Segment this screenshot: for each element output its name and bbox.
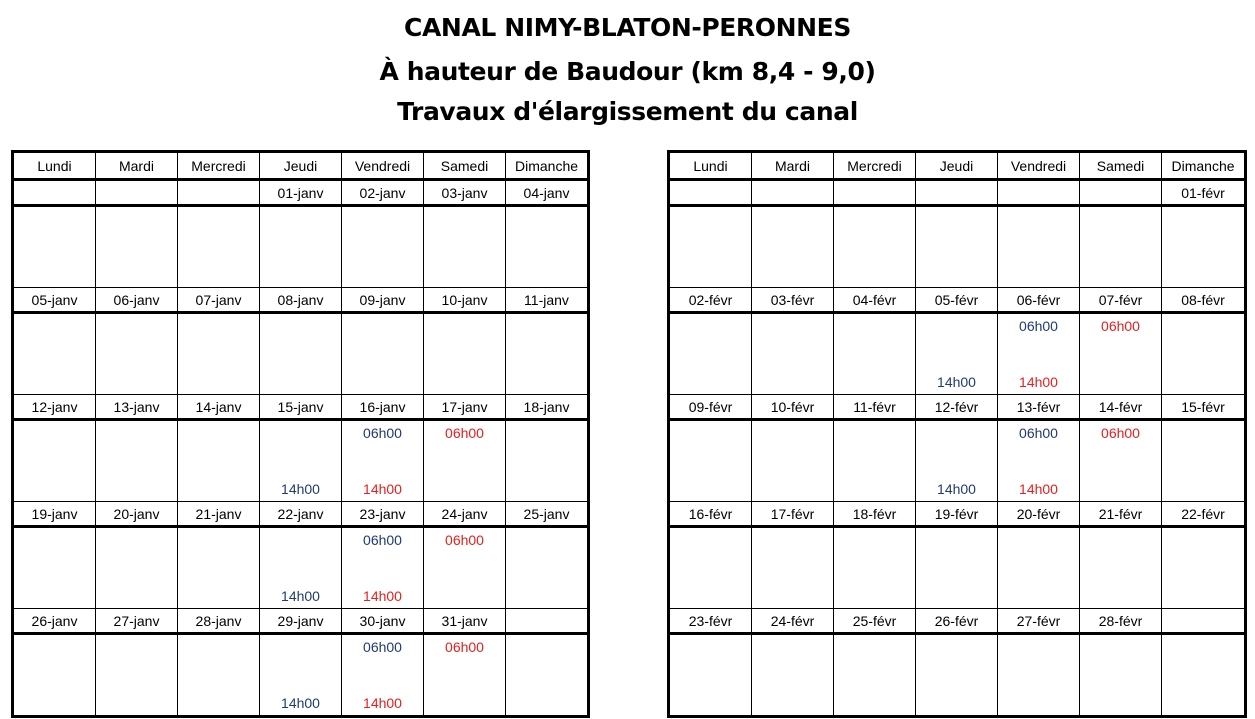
schedule-cell xyxy=(752,420,834,502)
weekday-header: Jeudi xyxy=(916,152,998,180)
schedule-cell xyxy=(424,313,506,395)
schedule-cell xyxy=(178,527,260,609)
schedule-cell xyxy=(13,206,96,288)
schedule-cell xyxy=(342,313,424,395)
schedule-cell xyxy=(998,527,1080,609)
date-cell: 16-janv xyxy=(342,395,424,420)
date-cell: 18-févr xyxy=(834,502,916,527)
weekday-header: Dimanche xyxy=(1162,152,1246,180)
date-cell: 18-janv xyxy=(506,395,589,420)
schedule-cell xyxy=(834,313,916,395)
week-schedule-row xyxy=(669,634,1246,717)
schedule-cell xyxy=(752,313,834,395)
week-schedule-row xyxy=(13,634,589,717)
weekday-header-row xyxy=(13,152,589,180)
date-cell: 13-janv xyxy=(96,395,178,420)
page-title: CANAL NIMY-BLATON-PERONNES xyxy=(404,13,851,42)
date-cell: 02-févr xyxy=(669,288,752,313)
date-cell xyxy=(96,180,178,206)
start-time: 06h00 xyxy=(1101,425,1140,441)
start-time: 06h00 xyxy=(445,425,484,441)
schedule-cell xyxy=(1162,420,1246,502)
schedule-cell xyxy=(506,313,589,395)
date-cell: 04-janv xyxy=(506,180,589,206)
date-cell: 15-févr xyxy=(1162,395,1246,420)
date-cell: 09-févr xyxy=(669,395,752,420)
week-schedule-row xyxy=(13,206,589,288)
page-subtitle-works: Travaux d'élargissement du canal xyxy=(397,97,858,126)
schedule-cell xyxy=(424,634,506,717)
date-cell: 10-févr xyxy=(752,395,834,420)
week-schedule-row xyxy=(13,313,589,395)
schedule-cell xyxy=(342,527,424,609)
date-cell: 28-févr xyxy=(1080,609,1162,634)
date-cell: 31-janv xyxy=(424,609,506,634)
weekday-header: Mardi xyxy=(752,152,834,180)
schedule-cell xyxy=(834,527,916,609)
schedule-cell xyxy=(506,206,589,288)
week-dates-row xyxy=(669,502,1246,527)
date-cell: 12-janv xyxy=(13,395,96,420)
schedule-cell xyxy=(752,527,834,609)
start-time: 06h00 xyxy=(363,532,402,548)
weekday-header: Vendredi xyxy=(342,152,424,180)
weekday-header: Mardi xyxy=(96,152,178,180)
week-dates-row xyxy=(13,502,589,527)
schedule-cell xyxy=(834,420,916,502)
week-dates-row xyxy=(13,288,589,313)
end-time: 14h00 xyxy=(363,588,402,604)
end-time: 14h00 xyxy=(363,695,402,711)
weekday-header: Dimanche xyxy=(506,152,589,180)
date-cell: 02-janv xyxy=(342,180,424,206)
date-cell: 23-févr xyxy=(669,609,752,634)
week-dates-row xyxy=(669,180,1246,206)
schedule-cell xyxy=(178,206,260,288)
date-cell: 07-janv xyxy=(178,288,260,313)
schedule-cell xyxy=(342,206,424,288)
date-cell: 22-janv xyxy=(260,502,342,527)
date-cell xyxy=(752,180,834,206)
schedule-cell xyxy=(752,634,834,717)
date-cell: 17-janv xyxy=(424,395,506,420)
schedule-cell xyxy=(834,634,916,717)
schedule-cell xyxy=(13,313,96,395)
date-cell xyxy=(1162,609,1246,634)
schedule-cell xyxy=(1162,206,1246,288)
schedule-cell xyxy=(1080,420,1162,502)
schedule-cell xyxy=(1080,527,1162,609)
schedule-cell xyxy=(260,313,342,395)
schedule-cell xyxy=(342,420,424,502)
schedule-cell xyxy=(13,527,96,609)
schedule-cell xyxy=(260,634,342,717)
schedule-cell xyxy=(506,634,589,717)
date-cell: 04-févr xyxy=(834,288,916,313)
date-cell: 14-févr xyxy=(1080,395,1162,420)
date-cell: 21-janv xyxy=(178,502,260,527)
schedule-cell xyxy=(916,206,998,288)
date-cell xyxy=(13,180,96,206)
weekday-header: Lundi xyxy=(669,152,752,180)
date-cell xyxy=(669,180,752,206)
date-cell xyxy=(916,180,998,206)
date-cell xyxy=(834,180,916,206)
date-cell: 20-janv xyxy=(96,502,178,527)
weekday-header: Mercredi xyxy=(834,152,916,180)
date-cell: 10-janv xyxy=(424,288,506,313)
end-time: 14h00 xyxy=(937,481,976,497)
schedule-cell xyxy=(342,634,424,717)
week-dates-row xyxy=(669,395,1246,420)
week-dates-row xyxy=(13,609,589,634)
date-cell: 11-janv xyxy=(506,288,589,313)
schedule-cell xyxy=(178,313,260,395)
end-time: 14h00 xyxy=(937,374,976,390)
schedule-cell xyxy=(96,527,178,609)
date-cell: 24-janv xyxy=(424,502,506,527)
date-cell: 22-févr xyxy=(1162,502,1246,527)
end-time: 14h00 xyxy=(281,481,320,497)
schedule-cell xyxy=(669,206,752,288)
start-time: 06h00 xyxy=(363,425,402,441)
date-cell: 03-févr xyxy=(752,288,834,313)
schedule-cell xyxy=(13,420,96,502)
schedule-cell xyxy=(1080,634,1162,717)
schedule-cell xyxy=(13,634,96,717)
date-cell: 26-janv xyxy=(13,609,96,634)
schedule-cell xyxy=(260,420,342,502)
calendar-january xyxy=(11,150,590,718)
week-schedule-row xyxy=(669,206,1246,288)
schedule-cell xyxy=(96,313,178,395)
schedule-cell xyxy=(916,527,998,609)
date-cell: 13-févr xyxy=(998,395,1080,420)
date-cell: 25-févr xyxy=(834,609,916,634)
start-time: 06h00 xyxy=(363,639,402,655)
week-schedule-row xyxy=(669,313,1246,395)
date-cell: 29-janv xyxy=(260,609,342,634)
date-cell xyxy=(178,180,260,206)
schedule-cell xyxy=(260,206,342,288)
schedule-cell xyxy=(424,420,506,502)
date-cell: 19-janv xyxy=(13,502,96,527)
schedule-cell xyxy=(752,206,834,288)
schedule-cell xyxy=(506,420,589,502)
date-cell: 27-févr xyxy=(998,609,1080,634)
date-cell: 08-févr xyxy=(1162,288,1246,313)
date-cell: 11-févr xyxy=(834,395,916,420)
start-time: 06h00 xyxy=(1019,425,1058,441)
schedule-cell xyxy=(96,206,178,288)
end-time: 14h00 xyxy=(281,695,320,711)
date-cell: 01-janv xyxy=(260,180,342,206)
schedule-cell xyxy=(424,527,506,609)
date-cell: 27-janv xyxy=(96,609,178,634)
schedule-cell xyxy=(669,420,752,502)
date-cell: 05-févr xyxy=(916,288,998,313)
date-cell: 03-janv xyxy=(424,180,506,206)
date-cell: 06-janv xyxy=(96,288,178,313)
date-cell: 01-févr xyxy=(1162,180,1246,206)
date-cell: 20-févr xyxy=(998,502,1080,527)
schedule-cell xyxy=(178,420,260,502)
schedule-cell xyxy=(1080,313,1162,395)
date-cell: 07-févr xyxy=(1080,288,1162,313)
date-cell: 21-févr xyxy=(1080,502,1162,527)
date-cell: 12-févr xyxy=(916,395,998,420)
date-cell: 06-févr xyxy=(998,288,1080,313)
schedule-cell xyxy=(916,313,998,395)
date-cell: 08-janv xyxy=(260,288,342,313)
weekday-header: Vendredi xyxy=(998,152,1080,180)
schedule-cell xyxy=(178,634,260,717)
schedule-cell xyxy=(96,634,178,717)
schedule-cell xyxy=(96,420,178,502)
end-time: 14h00 xyxy=(281,588,320,604)
date-cell: 05-janv xyxy=(13,288,96,313)
week-dates-row xyxy=(13,180,589,206)
schedule-cell xyxy=(916,634,998,717)
start-time: 06h00 xyxy=(1101,318,1140,334)
week-schedule-row xyxy=(669,420,1246,502)
week-schedule-row xyxy=(13,527,589,609)
week-schedule-row xyxy=(13,420,589,502)
page-subtitle-location: À hauteur de Baudour (km 8,4 - 9,0) xyxy=(379,57,876,86)
date-cell: 16-févr xyxy=(669,502,752,527)
date-cell: 25-janv xyxy=(506,502,589,527)
date-cell: 28-janv xyxy=(178,609,260,634)
schedule-cell xyxy=(260,527,342,609)
schedule-cell xyxy=(916,420,998,502)
date-cell xyxy=(1080,180,1162,206)
schedule-cell xyxy=(1080,206,1162,288)
date-cell: 15-janv xyxy=(260,395,342,420)
week-dates-row xyxy=(13,395,589,420)
week-schedule-row xyxy=(669,527,1246,609)
weekday-header: Samedi xyxy=(424,152,506,180)
date-cell: 19-févr xyxy=(916,502,998,527)
week-dates-row xyxy=(669,288,1246,313)
start-time: 06h00 xyxy=(1019,318,1058,334)
date-cell xyxy=(506,609,589,634)
week-dates-row xyxy=(669,609,1246,634)
schedule-cell xyxy=(998,313,1080,395)
weekday-header: Jeudi xyxy=(260,152,342,180)
schedule-cell xyxy=(998,634,1080,717)
schedule-cell xyxy=(998,420,1080,502)
schedule-cell xyxy=(834,206,916,288)
date-cell: 23-janv xyxy=(342,502,424,527)
date-cell: 24-févr xyxy=(752,609,834,634)
schedule-cell xyxy=(669,313,752,395)
end-time: 14h00 xyxy=(363,481,402,497)
date-cell: 17-févr xyxy=(752,502,834,527)
start-time: 06h00 xyxy=(445,532,484,548)
date-cell: 14-janv xyxy=(178,395,260,420)
schedule-cell xyxy=(669,527,752,609)
schedule-cell xyxy=(998,206,1080,288)
schedule-cell xyxy=(424,206,506,288)
schedule-cell xyxy=(506,527,589,609)
weekday-header: Lundi xyxy=(13,152,96,180)
start-time: 06h00 xyxy=(445,639,484,655)
schedule-cell xyxy=(1162,527,1246,609)
schedule-cell xyxy=(1162,634,1246,717)
schedule-cell xyxy=(669,634,752,717)
schedule-cell xyxy=(1162,313,1246,395)
weekday-header: Samedi xyxy=(1080,152,1162,180)
date-cell: 30-janv xyxy=(342,609,424,634)
calendar-february xyxy=(667,150,1247,718)
date-cell xyxy=(998,180,1080,206)
end-time: 14h00 xyxy=(1019,481,1058,497)
weekday-header-row xyxy=(669,152,1246,180)
end-time: 14h00 xyxy=(1019,374,1058,390)
date-cell: 09-janv xyxy=(342,288,424,313)
date-cell: 26-févr xyxy=(916,609,998,634)
weekday-header: Mercredi xyxy=(178,152,260,180)
